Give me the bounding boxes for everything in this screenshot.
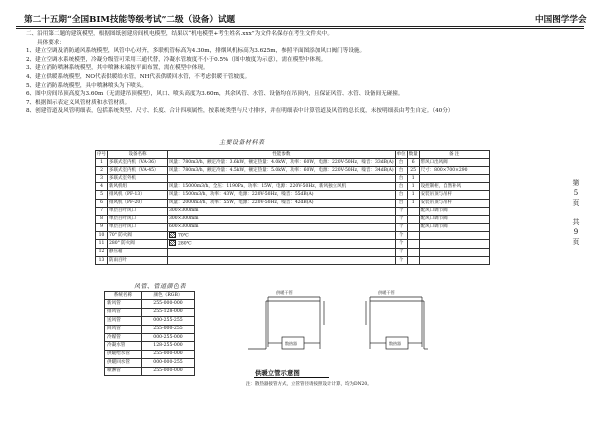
row-number-text: 1: [100, 159, 103, 165]
equipment-name-cell: [108, 167, 168, 175]
row-number-text: 11: [98, 241, 105, 247]
quantity-cell: [407, 240, 419, 249]
row-number-cell: [96, 215, 108, 223]
row-number-text: 13: [98, 257, 105, 263]
row-number-cell: [96, 183, 108, 191]
row-number-cell: [96, 248, 108, 256]
equipment-spec-cell: [168, 207, 396, 215]
unit-text: 个: [398, 208, 404, 214]
quantity-cell: [407, 231, 419, 240]
equipment-spec-text: 风量：780m3/h，额定冷量：3.6kW，额定热量：4.0kW，功率：60W，电源：220V-50Hz，噪音：33dB(A): [169, 159, 394, 165]
equipment-name-text: 排风机（PF-20）: [109, 200, 145, 206]
quantity-text: 1: [411, 175, 415, 181]
remark-text: 安装吊顶与吊杆: [420, 192, 453, 198]
quantity-cell: [407, 191, 419, 199]
equipment-spec-text: 300×300mm: [169, 208, 199, 214]
system-name-cell: 供暖给水管: [105, 350, 142, 358]
remark-text: 配风口调节阀: [420, 208, 448, 214]
row-number-cell: [96, 191, 108, 199]
table-row: [96, 199, 490, 207]
equipment-name-cell: [108, 248, 168, 256]
remark-cell: [419, 215, 489, 223]
equipment-spec-text: 风量：2000m3/h，功率：55W，电源：220V-50Hz，噪音：42dB(A): [169, 200, 314, 206]
unit-cell: [395, 248, 407, 256]
equipment-name-text: 多联式室内机（VA-45）: [109, 167, 159, 173]
equipment-spec-text: 600×300mm: [169, 224, 199, 230]
rgb-color-cell: 255-128-000: [142, 308, 195, 316]
remark-text: 安装吊顶与吊杆: [420, 200, 453, 206]
equipment-spec-cell: [168, 159, 396, 167]
unit-text: 台: [398, 183, 404, 189]
equipment-spec-text: 70℃: [178, 233, 189, 239]
fire-damper-icon: [169, 240, 176, 246]
quantity-text: 1: [411, 183, 415, 189]
equipment-name-cell: [108, 207, 168, 215]
row-number-text: 10: [98, 232, 105, 238]
equipment-name-cell: [108, 231, 168, 240]
equipment-spec-cell: [168, 199, 396, 207]
unit-text: 台: [398, 175, 404, 181]
table-header-row: [96, 151, 490, 159]
remark-cell: [419, 167, 489, 175]
unit-cell: [395, 175, 407, 183]
duct-color-table: [104, 291, 195, 376]
system-name-cell: 冷凝水管: [105, 342, 142, 350]
row-number-cell: [96, 240, 108, 249]
header-cell: 设备名称: [108, 151, 168, 159]
quantity-cell: [407, 167, 419, 175]
equipment-name-cell: [108, 191, 168, 199]
quantity-text: 1: [411, 200, 415, 206]
row-number-text: 6: [100, 200, 103, 206]
rgb-color-cell: 000-000-255: [142, 359, 195, 367]
equipment-name-cell: [108, 175, 168, 183]
equipment-name-cell: [108, 199, 168, 207]
quantity-cell: [407, 215, 419, 223]
page-char: 9: [573, 228, 579, 236]
question-intro: 二、沿用第二题的建筑模型，根据图纸创建房间机电模型，结果以“机电模型+考生姓名.xxx”为文件名保存在考生文件夹中。: [26, 31, 333, 37]
quantity-text: 6: [411, 159, 415, 165]
remark-cell: [419, 207, 489, 215]
row-number-text: 5: [100, 192, 103, 198]
equipment-name-text: 排风机（PF-13）: [109, 192, 145, 198]
quantity-cell: [407, 199, 419, 207]
table-row: [96, 207, 490, 215]
equipment-spec-text: 风量：1500m3/h，功率：43W，电源：220V-50Hz，噪音：55dB(A): [169, 192, 314, 198]
remark-text: 带风口出风阀: [420, 159, 448, 165]
table-row: [96, 191, 490, 199]
unit-text: 个: [398, 232, 404, 238]
table-row: [105, 367, 195, 375]
requirement-item: 7、根据图示表定义风管材质和水管材质。: [26, 99, 131, 106]
table-row: [96, 167, 490, 175]
table-row: [105, 333, 195, 341]
remark-cell: [419, 159, 489, 167]
unit-text: 个: [398, 216, 404, 222]
unit-text: 个: [398, 249, 404, 255]
equipment-name-text: 多联式室外机: [109, 175, 136, 181]
table-row: [105, 308, 195, 316]
row-number-cell: [96, 231, 108, 240]
page-char: 5: [573, 189, 579, 197]
header-cell: 备 注: [419, 151, 489, 159]
system-name-cell: 喷淋管: [105, 367, 142, 375]
row-number-cell: [96, 199, 108, 207]
rgb-color-cell: 000-255-255: [142, 317, 195, 325]
equipment-name-text: 静压箱: [109, 249, 123, 255]
quantity-cell: [407, 175, 419, 183]
quantity-cell: [407, 257, 419, 265]
unit-cell: [395, 215, 407, 223]
equipment-spec-text: 300×300mm: [169, 216, 199, 222]
exam-title: 第二十五期“全国BIM技能等级考试”二级（设备）试题: [24, 15, 236, 25]
system-name-cell: 供暖回水管: [105, 359, 142, 367]
table-row: [96, 183, 490, 191]
quantity-cell: [407, 207, 419, 215]
equipment-name-cell: [108, 215, 168, 223]
equipment-name-text: 70° 防火阀: [109, 232, 132, 238]
unit-cell: [395, 167, 407, 175]
system-name-cell: 排风管: [105, 308, 142, 316]
page-char: 第: [572, 179, 580, 187]
equipment-name-text: 防雨百叶: [109, 257, 127, 263]
equipment-name-text: 新风机组: [109, 183, 127, 189]
requirements-title: 具体要求：: [37, 39, 65, 46]
quantity-cell: [407, 248, 419, 256]
radiator-label: 散热器: [285, 341, 297, 346]
quantity-cell: [407, 183, 419, 191]
table-header-row: [105, 292, 195, 300]
page-char: 页: [572, 199, 580, 207]
question-text: [26, 30, 546, 116]
page-char: 共: [572, 218, 580, 226]
quantity-cell: [407, 159, 419, 167]
remark-cell: [419, 231, 489, 240]
header-cell: 序号: [96, 151, 108, 159]
unit-cell: [395, 223, 407, 231]
unit-cell: [395, 207, 407, 215]
unit-text: 个: [398, 257, 404, 263]
rgb-color-cell: 000-255-000: [142, 333, 195, 341]
row-number-cell: [96, 159, 108, 167]
remark-text: 尺寸：800×700×290: [420, 167, 468, 173]
heating-riser-diagram: [238, 285, 428, 365]
equipment-name-cell: [108, 240, 168, 249]
header-cell: 单位: [395, 151, 407, 159]
remark-text: 配风口调节阀: [420, 216, 448, 222]
remark-cell: [419, 248, 489, 256]
equipment-name-text: 单层百叶风口: [109, 216, 136, 222]
diagram-label-main: 供暖干管: [276, 290, 293, 295]
remark-text: 设控制柜，自然补风: [420, 183, 462, 189]
row-number-text: 7: [100, 208, 103, 214]
row-number-text: 12: [98, 249, 105, 255]
rgb-color-cell: 128-255-000: [142, 342, 195, 350]
row-number-text: 8: [100, 216, 103, 222]
unit-text: 台: [398, 192, 404, 198]
system-name-cell: 冷媒管: [105, 333, 142, 341]
equipment-name-text: 单层百叶风口: [109, 208, 136, 214]
unit-cell: [395, 191, 407, 199]
table-row: [105, 359, 195, 367]
row-number-text: 4: [100, 183, 103, 189]
remark-cell: [419, 199, 489, 207]
unit-text: 台: [398, 159, 404, 165]
quantity-text: 1: [411, 192, 415, 198]
table-row: [96, 223, 490, 231]
row-number-text: 9: [100, 224, 103, 230]
unit-cell: [395, 240, 407, 249]
equipment-spec-cell: [168, 240, 396, 249]
equipment-spec-cell: [168, 175, 396, 183]
table-row: [105, 350, 195, 358]
requirement-item: 2、建立空调水系统模型，冷凝分级管可采用三通代替，冷凝水管坡度不小于0.5%（图中坡度为示意），需在模型中体现。: [26, 56, 327, 63]
equipment-spec-cell: [168, 191, 396, 199]
unit-cell: [395, 183, 407, 191]
row-number-cell: [96, 175, 108, 183]
row-number-text: 2: [100, 167, 103, 173]
header-cell: 系统名称: [105, 292, 142, 300]
equipment-spec-cell: [168, 223, 396, 231]
quantity-cell: [407, 223, 419, 231]
header-cell: 性能参数: [168, 151, 396, 159]
equipment-spec-text: 280℃: [178, 241, 192, 247]
table-row: [96, 215, 490, 223]
remark-cell: [419, 240, 489, 249]
row-number-cell: [96, 207, 108, 215]
requirement-item: 5、建立消防系统模型，具中喷淋喷头为下喷头。: [26, 82, 148, 89]
table-row: [96, 248, 490, 256]
duct-color-table-title: 风管、管道颜色表: [134, 283, 187, 290]
page-spacer: [570, 208, 582, 217]
equipment-spec-cell: [168, 167, 396, 175]
equipment-table: [95, 150, 490, 265]
header-cell: 颜色（RGB）: [142, 292, 195, 300]
requirement-item: 3、建立消防喷淋系统模型，其中喷淋末端按平面布置，需在模型中体现。: [26, 65, 209, 72]
unit-cell: [395, 257, 407, 265]
diagram-title-underline: [254, 377, 329, 378]
equipment-name-text: 多联式室内机（VA-36）: [109, 159, 159, 165]
rgb-color-cell: 255-000-000: [142, 367, 195, 375]
table-row: [96, 159, 490, 167]
equipment-spec-text: 风量：780m3/h，额定冷量：4.5kW，额定热量：5.0kW，功率：60W，电源：220V-50Hz，噪音：34dB(A): [169, 167, 394, 173]
table-row: [96, 231, 490, 240]
unit-text: 个: [398, 241, 404, 247]
equipment-name-cell: [108, 183, 168, 191]
fire-damper-icon: [169, 232, 176, 238]
system-name-cell: 新风管: [105, 300, 142, 308]
equipment-spec-text: 风量：15000m3/h，全压：1190Pa，功率：15W，电源：220V-50Hz，新风独立风机: [169, 183, 347, 189]
quantity-text: 25: [410, 167, 417, 173]
page-char: 页: [572, 238, 580, 246]
unit-text: 台: [398, 200, 404, 206]
header-cell: 数量: [407, 151, 419, 159]
remark-cell: [419, 183, 489, 191]
rgb-color-cell: 255-000-000: [142, 350, 195, 358]
table-row: [105, 300, 195, 308]
equipment-spec-cell: [168, 215, 396, 223]
equipment-name-cell: [108, 223, 168, 231]
unit-cell: [395, 231, 407, 240]
unit-cell: [395, 199, 407, 207]
remark-cell: [419, 223, 489, 231]
table-row: [105, 342, 195, 350]
equipment-name-cell: [108, 159, 168, 167]
equipment-name-text: 280° 防火阀: [109, 241, 135, 247]
table-row: [96, 175, 490, 183]
remark-cell: [419, 191, 489, 199]
diagram-note: 注：散热器接管方式，立管管径请按照设计计算，均为DN20。: [246, 382, 372, 387]
unit-text: 台: [398, 167, 404, 173]
table-row: [96, 240, 490, 249]
table-row: [105, 325, 195, 333]
diagram-title: 供暖立管示意图: [255, 369, 300, 377]
remark-cell: [419, 257, 489, 265]
row-number-cell: [96, 257, 108, 265]
header-rule-bottom: [16, 28, 584, 29]
equipment-table-title: 主要设备材料表: [219, 139, 265, 146]
unit-text: 个: [398, 224, 404, 230]
radiator-label: 散热器: [389, 341, 401, 346]
remark-text: 配风口调节阀: [420, 224, 448, 230]
requirement-item: 6、图中房间吊顶高度为3.60m（无需建吊顶模型），风口、喷头高度为3.60m，其余风管、水管、设备均在吊顶内，且保证风管、水管、设备间无碰撞。: [26, 91, 404, 98]
rgb-color-cell: 255-000-000: [142, 300, 195, 308]
diagram-label-main: 供暖干管: [378, 290, 395, 295]
system-name-cell: 回风管: [105, 325, 142, 333]
table-row: [105, 317, 195, 325]
requirement-item: 8、创建管道及风管明细表，包括系统类型、尺寸、长度、合计四项属性，按系统类型与尺寸排序，并在明细表中计算管道及风管的总长度，未按明细表由考生自定。（40分）: [26, 108, 454, 115]
remark-cell: [419, 175, 489, 183]
header-rule-top: [16, 26, 584, 27]
equipment-spec-cell: [168, 183, 396, 191]
equipment-name-text: 单层百叶风口: [109, 224, 136, 230]
requirement-item: 1、建立空调及消防通风系统模型，风管中心对齐，多联机管标高为4.30m，排烟风机标高为3.625m，参照平面图添加风口阀门等设施。: [26, 48, 366, 55]
equipment-spec-cell: [168, 248, 396, 256]
equipment-spec-cell: [168, 257, 396, 265]
page-indicator: [570, 178, 582, 247]
row-number-text: 3: [100, 175, 103, 181]
equipment-name-cell: [108, 257, 168, 265]
row-number-cell: [96, 223, 108, 231]
row-number-cell: [96, 167, 108, 175]
rgb-color-cell: 255-000-255: [142, 325, 195, 333]
requirement-item: 4、建立供暖系统模型，NO代表供暖给水管，NH代表供暖回水管，不考虑供暖干管坡度。: [26, 73, 251, 80]
organization-name: 中国图学学会: [535, 15, 587, 25]
unit-cell: [395, 159, 407, 167]
table-row: [96, 257, 490, 265]
system-name-cell: 送风管: [105, 317, 142, 325]
equipment-spec-cell: [168, 231, 396, 240]
